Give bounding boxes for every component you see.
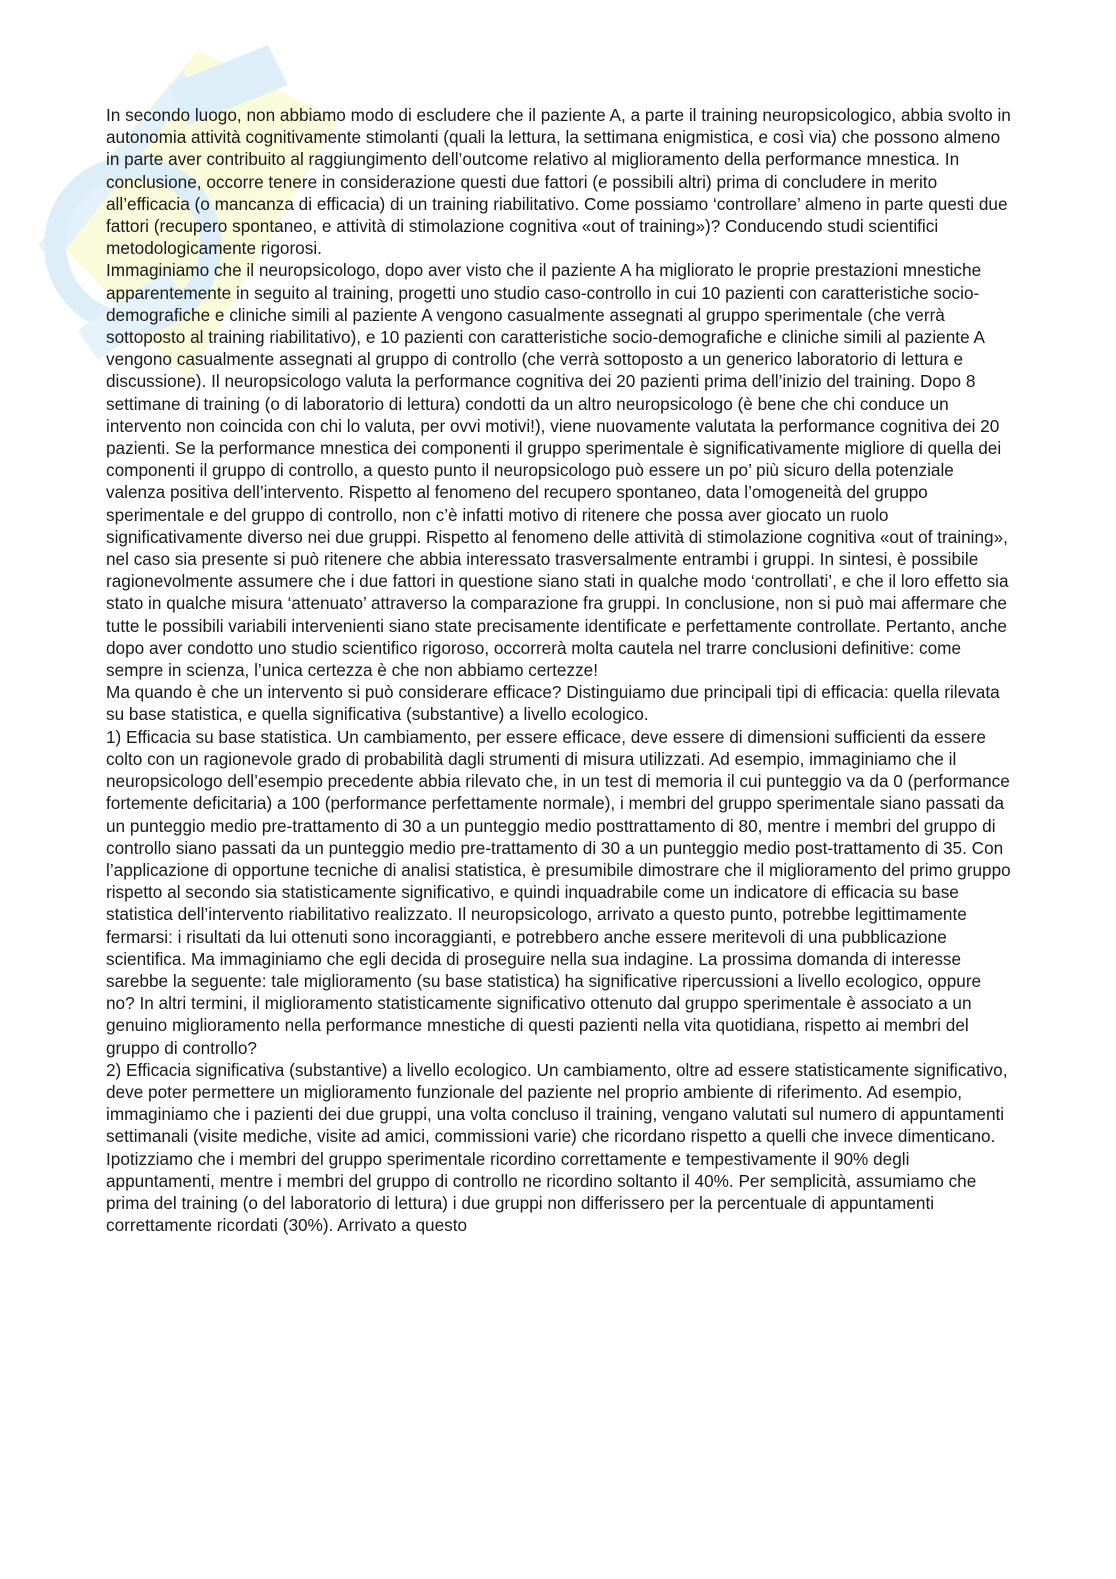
paragraph-3: Ma quando è che un intervento si può considerare efficace? Distinguiamo due principali tipi di efficacia: quella rilevata su base statistica, e quella significativa (substantive) a livello ecologico. <box>106 682 1000 725</box>
paragraph-1: In secondo luogo, non abbiamo modo di escludere che il paziente A, a parte il training neuropsicologico, abbia svolto in autonomia attività cognitivamente stimolanti (quali la lettura, la settimana enigmistica, e così via) che possono almeno in parte aver contribuito al raggiungimento dell’outcome relativo al miglioramento della performance mnestica. In conclusione, occorre tenere in considerazione questi due fattori (e possibili altri) prima di concludere in merito all’efficacia (o mancanza di efficacia) di un training riabilitativo. Come possiamo ‘controllare’ almeno in parte questi due fattori (recupero spontaneo, e attività di stimolazione cognitiva «out of training»)? Conducendo studi scientifici metodologicamente rigorosi. <box>106 105 1011 259</box>
paragraph-2: Immaginiamo che il neuropsicologo, dopo aver visto che il paziente A ha migliorato le proprie prestazioni mnestiche apparentemente in seguito al training, progetti uno studio caso-controllo in cui 10 pazienti con caratteristiche socio-demografiche e cliniche simili al paziente A vengono casualmente assegnati al gruppo sperimentale (che verrà sottoposto al training riabilitativo), e 10 pazienti con caratteristiche socio-demografiche e cliniche simili al paziente A vengono casualmente assegnati al gruppo di controllo (che verrà sottoposto a un generico laboratorio di lettura e discussione). Il neuropsicologo valuta la performance cognitiva dei 20 pazienti prima dell’inizio del training. Dopo 8 settimane di training (o di laboratorio di lettura) condotti da un altro neuropsicologo (è bene che chi conduce un intervento non coincida con chi lo valuta, per ovvi motivi!), viene nuovamente valutata la performance cognitiva dei 20 pazienti. Se la performance mnestica dei componenti il gruppo sperimentale è significativamente migliore di quella dei componenti il gruppo di controllo, a questo punto il neuropsicologo può essere un po’ più sicuro della potenziale valenza positiva dell’intervento. Rispetto al fenomeno del recupero spontaneo, data l’omogeneità del gruppo sperimentale e del gruppo di controllo, non c’è infatti motivo di ritenere che possa aver giocato un ruolo significativamente diverso nei due gruppi. Rispetto al fenomeno delle attività di stimolazione cognitiva «out of training», nel caso sia presente si può ritenere che abbia interessato trasversalmente entrambi i gruppi. In sintesi, è possibile ragionevolmente assumere che i due fattori in questione siano stati in qualche modo ‘controllati’, e che il loro effetto sia stato in qualche misura ‘attenuato’ attraverso la comparazione fra gruppi. In conclusione, non si può mai affermare che tutte le possibili variabili intervenienti siano state precisamente identificate e perfettamente controllate. Pertanto, anche dopo aver condotto uno studio scientifico rigoroso, occorrerà molta cautela nel trarre conclusioni definitive: come sempre in scienza, l’unica certezza è che non abbiamo certezze! <box>106 260 1009 681</box>
document-body <box>106 104 1011 1236</box>
paragraph-4: 1) Efficacia su base statistica. Un cambiamento, per essere efficace, deve essere di dimensioni sufficienti da essere colto con un ragionevole grado di probabilità dagli strumenti di misura utilizzati. Ad esempio, immaginiamo che il neuropsicologo dell’esempio precedente abbia rilevato che, in un test di memoria il cui punteggio va da 0 (performance fortemente deficitaria) a 100 (performance perfettamente normale), i membri del gruppo sperimentale siano passati da un punteggio medio pre-trattamento di 30 a un punteggio medio posttrattamento di 80, mentre i membri del gruppo di controllo siano passati da un punteggio medio pre-trattamento di 30 a un punteggio medio post-trattamento di 35. Con l’applicazione di opportune tecniche di analisi statistica, è presumibile dimostrare che il miglioramento del primo gruppo rispetto al secondo sia statisticamente significativo, e quindi inquadrabile come un indicatore di efficacia su base statistica dell’intervento riabilitativo realizzato. Il neuropsicologo, arrivato a questo punto, potrebbe legittimamente fermarsi: i risultati da lui ottenuti sono incoraggianti, e potrebbero anche essere meritevoli di una pubblicazione scientifica. Ma immaginiamo che egli decida di proseguire nella sua indagine. La prossima domanda di interesse sarebbe la seguente: tale miglioramento (su base statistica) ha significative ripercussioni a livello ecologico, oppure no? In altri termini, il miglioramento statisticamente significativo ottenuto dal gruppo sperimentale è associato a un genuino miglioramento nella performance mnestiche di questi pazienti nella vita quotidiana, rispetto ai membri del gruppo di controllo? <box>106 726 1011 1058</box>
paragraph-5: 2) Efficacia significativa (substantive) a livello ecologico. Un cambiamento, oltre ad essere statisticamente significativo, deve poter permettere un miglioramento funzionale del paziente nel proprio ambiente di riferimento. Ad esempio, immaginiamo che i pazienti dei due gruppi, una volta concluso il training, vengano valutati sul numero di appuntamenti settimanali (visite mediche, visite ad amici, commissioni varie) che ricordano rispetto a quelli che invece dimenticano. Ipotizziamo che i membri del gruppo sperimentale ricordino correttamente e tempestivamente il 90% degli appuntamenti, mentre i membri del gruppo di controllo ne ricordino soltanto il 40%. Per semplicità, assumiamo che prima del training (o del laboratorio di lettura) i due gruppi non differissero per la percentuale di appuntamenti correttamente ricordati (30%). Arrivato a questo <box>106 1059 1008 1236</box>
